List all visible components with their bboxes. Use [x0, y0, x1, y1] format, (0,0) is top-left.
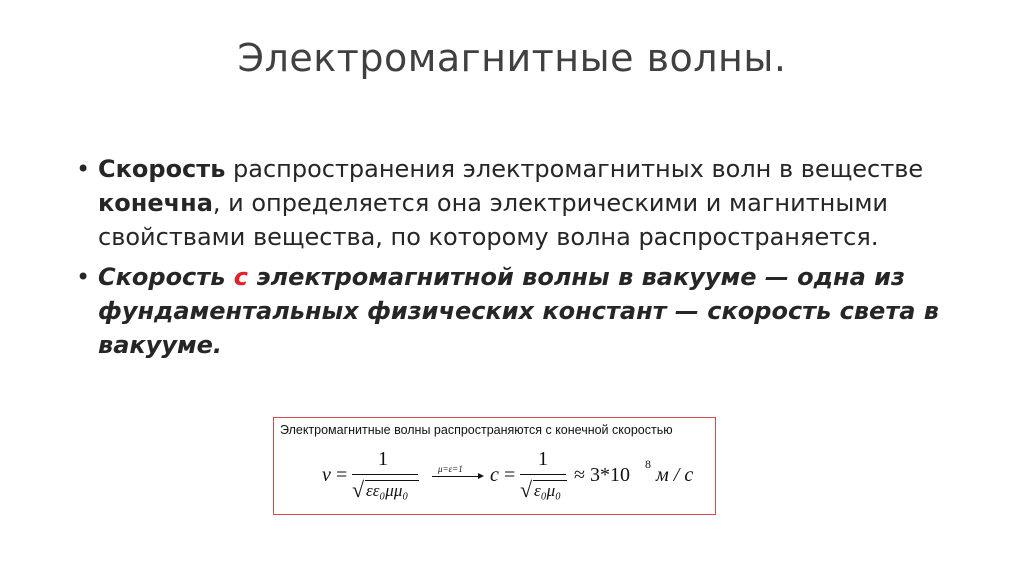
bullet-1 — [74, 152, 974, 254]
bullet-1-part-3: конечна — [98, 189, 213, 217]
slide-title: Электромагнитные волны. — [237, 36, 787, 80]
formula-caption: Электромагнитные волны распространяются с конечной скоростью — [280, 423, 673, 437]
formula-exponent: 8 — [645, 457, 651, 471]
formula-approx: ≈ 3*10 — [574, 464, 630, 486]
bullet-2 — [74, 260, 974, 362]
formula-eq-2: = — [504, 464, 516, 486]
formula-image — [273, 417, 716, 515]
bullet-dot: • — [76, 263, 91, 291]
slide-content — [74, 152, 974, 368]
formula-numerator-1: 1 — [378, 448, 388, 470]
sqrt-icon: √ — [520, 477, 533, 502]
bullet-dot: • — [76, 155, 91, 183]
sqrt-icon: √ — [352, 477, 365, 502]
formula-c: c — [490, 464, 499, 486]
formula-denominator-2: ε₀μ₀ — [534, 481, 562, 500]
bullet-2-part-1: Скорость — [98, 263, 234, 291]
bullet-1-part-4: , и определяется она электрическими и магнитными свойствами вещества, по которому волна распространяется. — [98, 189, 889, 251]
formula-v: v — [322, 464, 331, 486]
bullet-2-part-2: c — [233, 263, 248, 291]
arrow-label: μ=ε=1 — [438, 464, 463, 474]
formula-denominator-1: εε₀μμ₀ — [366, 481, 409, 500]
formula-numerator-2: 1 — [538, 448, 548, 470]
bullet-1-part-2: распространения электромагнитных волн в веществе — [225, 155, 924, 183]
arrow-right-icon — [478, 473, 484, 479]
formula-eq-1: = — [336, 464, 348, 486]
formula-units: м / с — [656, 464, 694, 486]
fraction-line-2 — [520, 474, 566, 475]
bullet-2-part-3: электромагнитной волны в вакууме — одна из фундаментальных физических констант — скорость света в вакууме. — [98, 263, 939, 359]
arrow-line — [432, 476, 480, 477]
bullet-1-part-1: Скорость — [98, 155, 226, 183]
fraction-line-1 — [352, 474, 418, 475]
